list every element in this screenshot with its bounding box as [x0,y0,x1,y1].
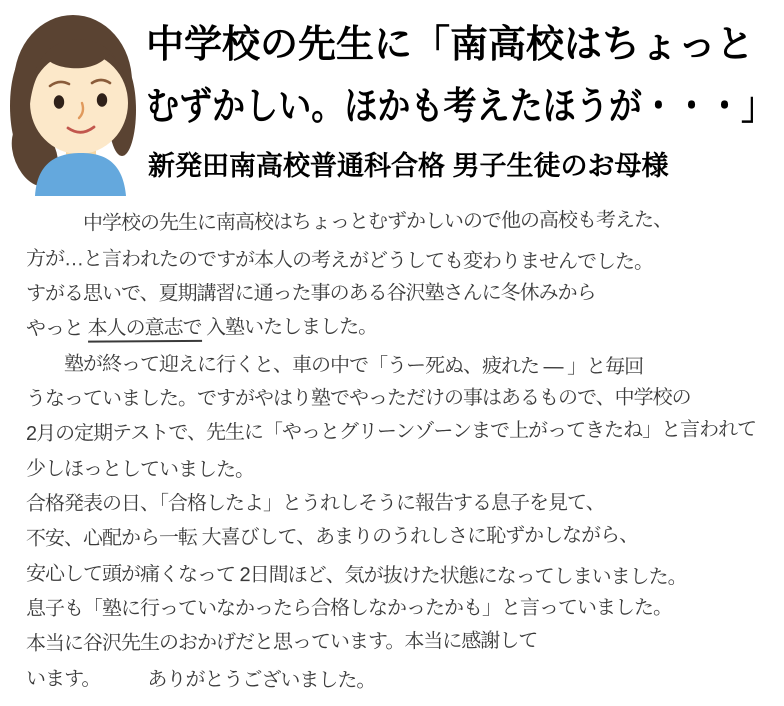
letter-line [26,517,778,557]
letter-line [26,381,778,417]
letter-line [26,486,778,522]
letter-text: います。 ありがとうございました。 [25,668,376,692]
header [146,14,782,138]
letter-text: 息子も「塾に行っていなかったら合格しなかったかも」と言っていました。 [25,596,673,620]
underlined-letter-text: 本人の意志で [87,317,201,343]
left-eye [54,95,64,109]
letter-text: うなっていました。ですがやはり塾でやっただけの事はあるもので、中学校の [25,386,691,410]
letter-text: 塾が終って迎えに行くと、車の中で「うー死ぬ、疲れた ― 」と毎回 [25,353,644,379]
result-subtitle: 新発田南高校普通科合格 男子生徒のお母様 [148,151,669,181]
letter-line [26,412,778,452]
letter-text: 合格発表の日、「合格したよ」とうれしそうに報告する息子を見て、 [25,491,605,515]
letter-text: 安心して頭が痛くなって 2日間ほど、気が抜けた状態になってしまいました。 [25,563,687,589]
letter-line [26,622,778,662]
mother-avatar-illustration [8,6,140,196]
right-eye [97,93,107,107]
handwritten-letter [26,207,778,697]
letter-line [26,591,778,627]
letter-text: 2月の定期テストで、先生に「やっとグリーンゾーンまで上がってきたね」と言われて [25,418,757,445]
headline-line-2: むずかしい。ほかも考えたほうが・・・」 [146,86,775,128]
letter-text: 方が…と言われたのですが本人の考えがどうしても変わりませんでした。 [25,248,654,274]
letter-line [26,202,778,242]
letter-line [26,307,778,347]
letter-text: やっと [25,317,88,340]
letter-text: 入塾いたしました。 [201,315,378,339]
letter-text: 本当に谷沢先生のおかげだと思っています。本当に感謝して [25,629,538,655]
letter-text: 少しほっとしていました。 [25,458,255,482]
letter-text: 中学校の先生に南高校はちょっとむずかしいので他の高校も考えた、 [25,209,673,235]
headline [146,14,782,138]
mother-avatar [8,6,140,196]
letter-text: 不安、心配から一転 大喜びして、あまりのうれしさに恥ずかしながら、 [25,524,639,550]
letter-text: すがる思いで、夏期講習に通った事のある谷沢塾さんに冬休みから [25,282,596,305]
letter-line [26,662,778,701]
letter-line [26,276,778,312]
headline-line-1: 中学校の先生に「南高校はちょっと [146,24,755,66]
